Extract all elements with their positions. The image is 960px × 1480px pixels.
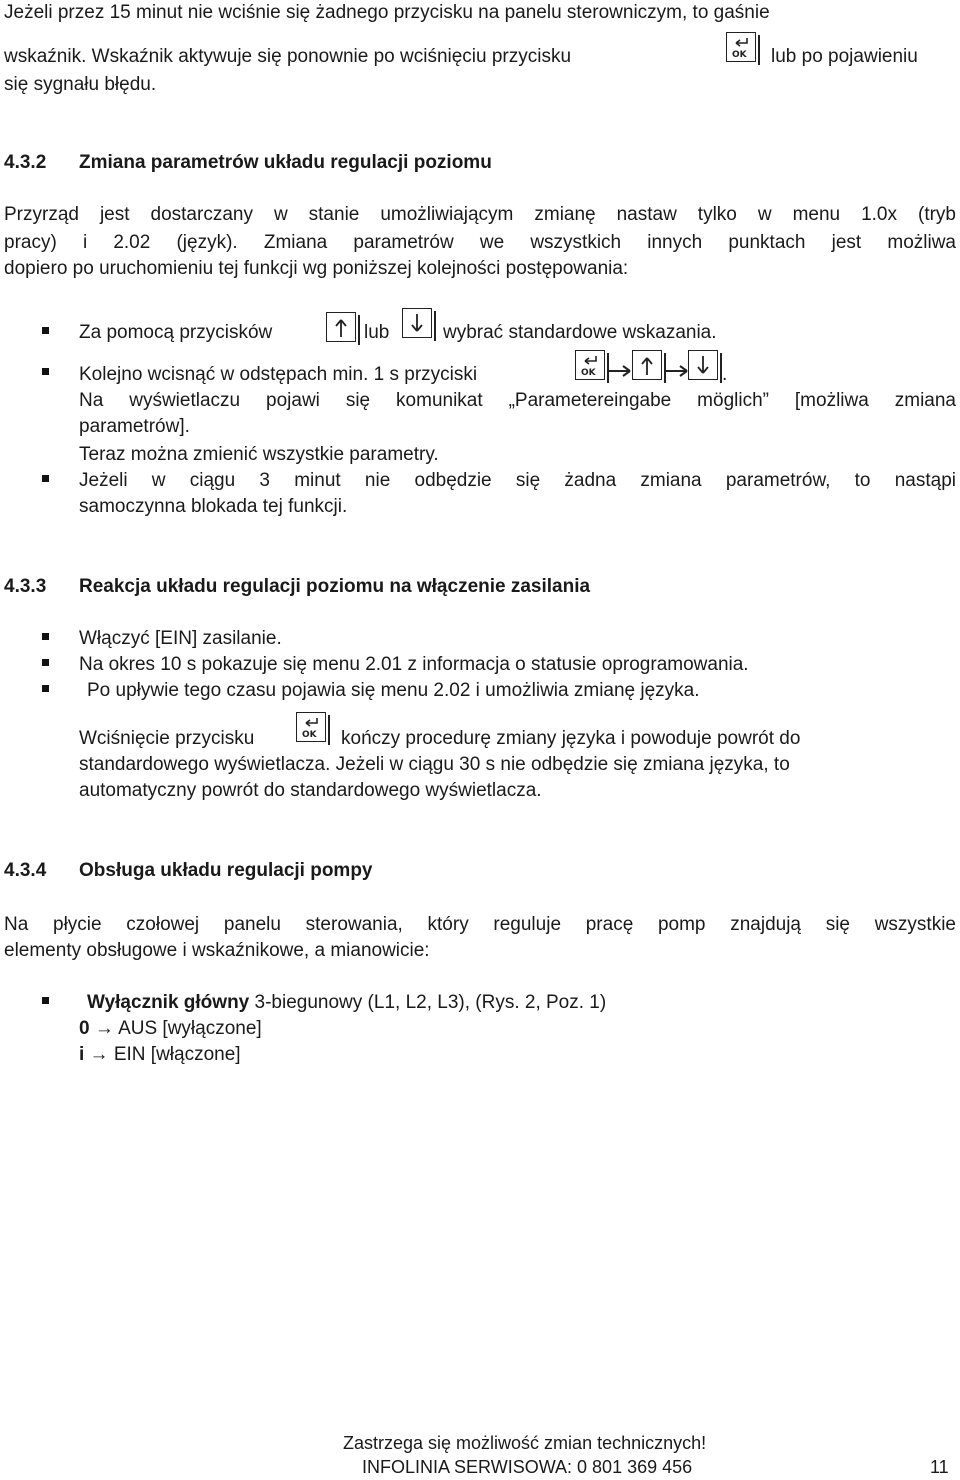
s434-bullet-1-bold: Wyłącznik główny bbox=[87, 992, 250, 1013]
s432-bullet-2a: Kolejno wcisnąć w odstępach min. 1 s przyciski bbox=[79, 364, 478, 385]
s434-bullet-1-rest: 3-biegunowy (L1, L2, L3), (Rys. 2, Poz. 1) bbox=[249, 992, 607, 1013]
intro-line-2a: wskaźnik. Wskaźnik aktywuje się ponownie po wciśnięciu przycisku bbox=[4, 46, 572, 67]
bullet-marker bbox=[42, 633, 49, 640]
arrow-down-key-icon bbox=[688, 350, 718, 380]
s432-bullet-1b: lub bbox=[364, 322, 390, 343]
s434-line-aus bbox=[79, 1016, 262, 1042]
intro-line-1: Jeżeli przez 15 minut nie wciśnie się żadnego przycisku na panelu sterowniczym, to gaśnie bbox=[4, 2, 770, 23]
section-4-3-3-title: Reakcja układu regulacji poziomu na włączenie zasilania bbox=[79, 576, 591, 597]
ok-key-icon bbox=[575, 350, 605, 380]
s432-bullet-1a: Za pomocą przycisków bbox=[79, 322, 273, 343]
s433-para-3: automatyczny powrót do standardowego wyświetlacza. bbox=[79, 780, 542, 801]
s432-para-line-2: pracy) i 2.02 (język). Zmiana parametrów we wszystkich innych punktach jest możliwa bbox=[4, 232, 956, 253]
s434-line-aus-rest: → AUS [wyłączone] bbox=[89, 1018, 262, 1039]
s433-para-1b: kończy procedurę zmiany języka i powoduje powrót do bbox=[341, 728, 801, 749]
right-arrow-icon bbox=[664, 364, 690, 378]
s434-line-ein-bold: i bbox=[79, 1044, 85, 1065]
intro-line-2b: lub po pojawieniu bbox=[771, 46, 918, 67]
s432-bullet-2b: . bbox=[722, 364, 728, 385]
s433-para-1a: Wciśnięcie przycisku bbox=[79, 728, 255, 749]
arrow-up-key-icon bbox=[326, 312, 356, 342]
bullet-marker bbox=[42, 997, 49, 1004]
section-4-3-4-number: 4.3.4 bbox=[4, 860, 47, 881]
footer-hotline: INFOLINIA SERWISOWA: 0 801 369 456 bbox=[362, 1457, 693, 1477]
bullet-marker bbox=[42, 327, 49, 334]
bullet-marker bbox=[42, 685, 49, 692]
ok-key-icon bbox=[296, 712, 326, 742]
bullet-marker bbox=[42, 475, 49, 482]
right-arrow-icon bbox=[607, 364, 633, 378]
s434-bullet-1 bbox=[87, 990, 606, 1016]
arrow-down-key-icon bbox=[402, 308, 432, 338]
s432-bullet-1c: wybrać standardowe wskazania. bbox=[443, 322, 717, 343]
ok-key-icon bbox=[726, 32, 756, 62]
svg-text:OK: OK bbox=[581, 368, 596, 378]
intro-line-3: się sygnału błędu. bbox=[4, 74, 157, 95]
s433-para-2: standardowego wyświetlacza. Jeżeli w ciągu 30 s nie odbędzie się zmiana języka, to bbox=[79, 754, 790, 775]
s432-bullet-2d: parametrów]. bbox=[79, 416, 190, 437]
section-4-3-4-title: Obsługa układu regulacji pompy bbox=[79, 860, 373, 881]
s433-bullet-2: Na okres 10 s pokazuje się menu 2.01 z informacja o statusie oprogramowania. bbox=[79, 654, 749, 675]
bullet-marker bbox=[42, 659, 49, 666]
s432-para-line-1: Przyrząd jest dostarczany w stanie umożliwiającym zmianę nastaw tylko w menu 1.0x (tryb bbox=[4, 204, 956, 225]
bullet-marker bbox=[42, 368, 49, 375]
s432-bullet-3a: Jeżeli w ciągu 3 minut nie odbędzie się żadna zmiana parametrów, to nastąpi bbox=[79, 470, 956, 491]
s432-para-line-3: dopiero po uruchomieniu tej funkcji wg poniższej kolejności postępowania: bbox=[4, 258, 629, 279]
page-number: 11 bbox=[930, 1457, 949, 1477]
s434-line-aus-bold: 0 bbox=[79, 1018, 90, 1039]
s434-line-ein bbox=[79, 1042, 241, 1068]
arrow-up-key-icon bbox=[632, 350, 662, 380]
svg-text:OK: OK bbox=[732, 50, 747, 60]
s434-line-ein-rest: → EIN [włączone] bbox=[84, 1044, 241, 1065]
s432-bullet-2c: Na wyświetlaczu pojawi się komunikat „Parametereingabe möglich” [możliwa zmiana bbox=[79, 390, 956, 411]
s433-bullet-1: Włączyć [EIN] zasilanie. bbox=[79, 628, 282, 649]
s434-para-line-1: Na płycie czołowej panelu sterowania, który reguluje pracę pomp znajdują się wszystkie bbox=[4, 914, 956, 935]
s434-para-line-2: elementy obsługowe i wskaźnikowe, a mianowicie: bbox=[4, 940, 430, 961]
section-4-3-3-number: 4.3.3 bbox=[4, 576, 47, 597]
s432-bullet-3b: samoczynna blokada tej funkcji. bbox=[79, 496, 348, 517]
section-4-3-2-title: Zmiana parametrów układu regulacji poziomu bbox=[79, 152, 492, 173]
s433-bullet-3: Po upływie tego czasu pojawia się menu 2.02 i umożliwia zmianę języka. bbox=[87, 680, 700, 701]
s432-bullet-2e: Teraz można zmienić wszystkie parametry. bbox=[79, 444, 439, 465]
svg-text:OK: OK bbox=[302, 730, 317, 740]
footer-disclaimer: Zastrzega się możliwość zmian technicznych! bbox=[343, 1433, 707, 1453]
section-4-3-2-number: 4.3.2 bbox=[4, 152, 47, 173]
